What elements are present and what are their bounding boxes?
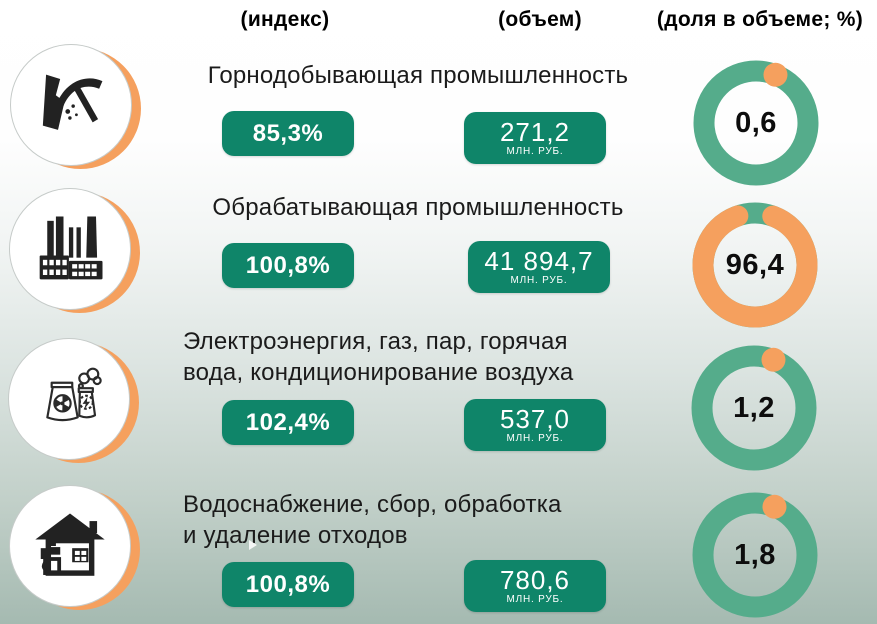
power-plant-icon	[30, 360, 108, 438]
industry-icon-badge-mining	[10, 44, 132, 166]
index-badge: 102,4%	[222, 400, 354, 445]
share-value: 1,8	[734, 538, 776, 571]
industry-title: Обрабатывающая промышленность	[212, 194, 624, 221]
share-value: 96,4	[725, 248, 785, 281]
mining-icon	[32, 66, 110, 144]
index-badge: 85,3%	[222, 111, 354, 156]
index-badge: 100,8%	[222, 243, 354, 288]
column-header-volume: (объем)	[498, 8, 582, 31]
share-value: 1,2	[733, 391, 775, 424]
industry-icon-badge-factory	[9, 188, 131, 310]
volume-badge: 780,6 МЛН. РУБ.	[464, 560, 606, 612]
industry-icon-badge-water	[9, 485, 131, 607]
share-donut-chart	[690, 200, 820, 330]
column-header-index: (индекс)	[240, 8, 330, 31]
column-header-share: (доля в объеме; %)	[656, 8, 864, 31]
share-donut-chart	[689, 343, 819, 473]
water-supply-icon	[31, 507, 109, 585]
share-donut-chart	[690, 490, 820, 620]
volume-badge: 537,0 МЛН. РУБ.	[464, 399, 606, 451]
volume-badge: 271,2 МЛН. РУБ.	[464, 112, 606, 164]
volume-badge: 41 894,7 МЛН. РУБ.	[468, 241, 610, 293]
icon-circle	[9, 188, 131, 310]
index-badge: 100,8%	[222, 562, 354, 607]
icon-circle	[8, 338, 130, 460]
industry-title: Водоснабжение, сбор, обработка и удаление отходов	[183, 491, 562, 549]
industry-title: Горнодобывающая промышленность	[207, 62, 629, 89]
factory-icon	[31, 210, 109, 288]
icon-circle	[10, 44, 132, 166]
share-value: 0,6	[735, 106, 777, 139]
industry-icon-badge-power	[8, 338, 130, 460]
icon-circle	[9, 485, 131, 607]
play-triangle-artifact-icon	[249, 540, 257, 550]
share-donut-chart	[691, 58, 821, 188]
industry-title: Электроэнергия, газ, пар, горячая вода, кондиционирование воздуха	[183, 328, 574, 386]
